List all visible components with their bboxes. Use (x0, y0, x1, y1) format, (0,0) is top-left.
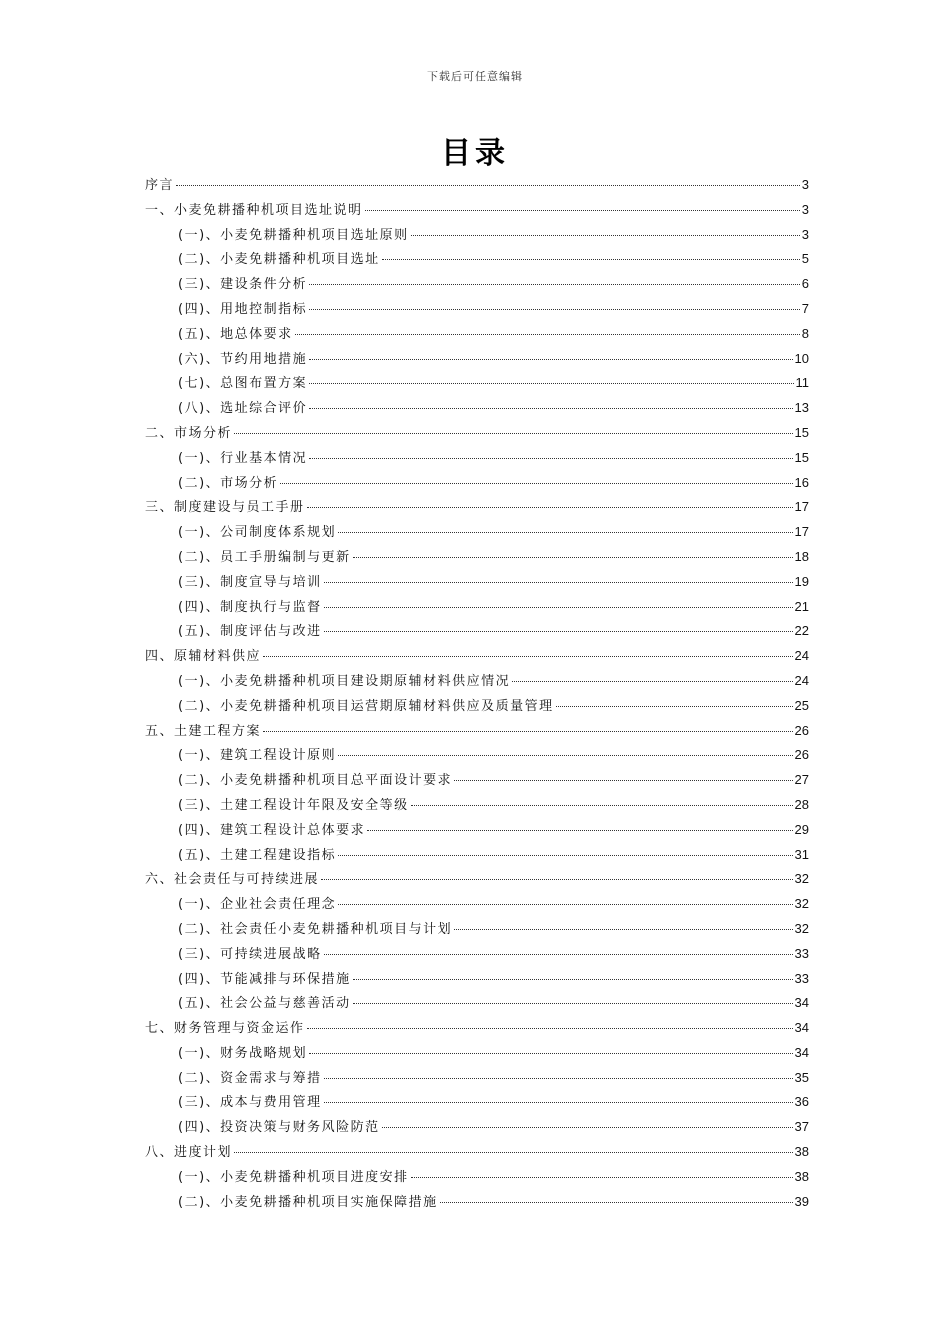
toc-entry-label: 七、财务管理与资金运作 (145, 1021, 305, 1037)
toc-entry-label: (三)、土建工程设计年限及安全等级 (178, 797, 409, 813)
toc-entry-label: (五)、社会公益与慈善活动 (178, 996, 351, 1012)
toc-entry-label: (三)、可持续进展战略 (178, 946, 322, 962)
toc-entry[interactable] (145, 1017, 809, 1042)
toc-subentry[interactable] (145, 571, 809, 596)
toc-subentry[interactable] (145, 1091, 809, 1116)
dot-leader (411, 235, 800, 236)
toc-entry-label: (三)、制度宣导与培训 (178, 574, 322, 590)
toc-subentry[interactable] (145, 893, 809, 918)
toc-subentry[interactable] (145, 1067, 809, 1092)
toc-entry-label: (五)、土建工程建设指标 (178, 847, 337, 863)
dot-leader (338, 904, 792, 905)
toc-page-number: 37 (794, 1119, 809, 1135)
toc-page-number: 24 (794, 648, 809, 664)
toc-page-number: 10 (794, 350, 809, 366)
toc-entry-label: 八、进度计划 (145, 1145, 233, 1161)
toc-page-number: 36 (794, 1094, 809, 1110)
toc-entry-label: (六)、节约用地措施 (178, 351, 308, 367)
dot-leader (309, 284, 800, 285)
toc-page-number: 21 (794, 598, 809, 614)
toc-entry-label: (四)、建筑工程设计总体要求 (178, 822, 366, 838)
toc-entry-label: 二、市场分析 (145, 425, 233, 441)
page-title: 目录 (441, 136, 509, 171)
dot-leader (454, 780, 792, 781)
toc-page-number: 13 (794, 400, 809, 416)
toc-subentry[interactable] (145, 670, 809, 695)
toc-entry[interactable] (145, 868, 809, 893)
toc-page-number: 35 (794, 1069, 809, 1085)
toc-entry-label: (二)、市场分析 (178, 475, 279, 491)
dot-leader (382, 259, 800, 260)
dot-leader (365, 210, 800, 211)
toc-entry[interactable] (145, 645, 809, 670)
toc-page-number: 11 (795, 375, 809, 391)
toc-subentry[interactable] (145, 744, 809, 769)
toc-entry-label: (一)、小麦免耕播种机项目选址原则 (178, 227, 409, 243)
dot-leader (338, 755, 792, 756)
toc-entry-label: (一)、行业基本情况 (178, 450, 308, 466)
dot-leader (440, 1202, 793, 1203)
toc-entry-label: (四)、投资决策与财务风险防范 (178, 1120, 380, 1136)
toc-entry[interactable] (145, 1141, 809, 1166)
dot-leader (307, 1028, 793, 1029)
toc-page-number: 38 (794, 1168, 809, 1184)
toc-entry-label: (二)、员工手册编制与更新 (178, 549, 351, 565)
toc-subentry[interactable] (145, 844, 809, 869)
toc-entry-label: (四)、节能减排与环保措施 (178, 971, 351, 987)
toc-entry-label: 一、小麦免耕播种机项目选址说明 (145, 202, 363, 218)
toc-subentry[interactable] (145, 918, 809, 943)
toc-subentry[interactable] (145, 1042, 809, 1067)
toc-subentry[interactable] (145, 620, 809, 645)
toc-page-number: 31 (794, 846, 809, 862)
toc-subentry[interactable] (145, 472, 809, 497)
toc-page-number: 26 (794, 722, 809, 738)
toc-entry-label: (一)、公司制度体系规划 (178, 525, 337, 541)
toc-page-number: 3 (801, 177, 809, 192)
toc-page-number: 7 (801, 300, 809, 316)
dot-leader (295, 334, 800, 335)
dot-leader (234, 1152, 793, 1153)
dot-leader (338, 855, 792, 856)
toc-entry-label: (二)、小麦免耕播种机项目选址 (178, 252, 380, 268)
toc-page-number: 22 (794, 623, 809, 639)
toc-entry-label: (七)、总图布置方案 (178, 376, 308, 392)
dot-leader (309, 1053, 792, 1054)
toc-entry-label: (一)、财务战略规划 (178, 1045, 308, 1061)
dot-leader (263, 656, 793, 657)
toc-subentry[interactable] (145, 819, 809, 844)
dot-leader (176, 185, 800, 186)
dot-leader (353, 979, 793, 980)
toc-page-number: 3 (801, 201, 809, 217)
toc-entry[interactable] (145, 496, 809, 521)
toc-subentry[interactable] (145, 348, 809, 373)
toc-subentry[interactable] (145, 224, 809, 249)
toc-page-number: 34 (794, 995, 809, 1011)
header-note: 下载后可任意编辑 (427, 70, 523, 83)
dot-leader (309, 383, 793, 384)
toc-entry-label: 序言 (145, 178, 175, 193)
toc-page-number: 25 (794, 697, 809, 713)
dot-leader (234, 433, 793, 434)
toc-entry[interactable] (145, 422, 809, 447)
toc-page-number: 15 (794, 449, 809, 465)
toc-subentry[interactable] (145, 447, 809, 472)
dot-leader (321, 879, 793, 880)
dot-leader (512, 681, 792, 682)
dot-leader (324, 607, 793, 608)
toc-page-number: 27 (794, 772, 809, 788)
toc-subentry[interactable] (145, 769, 809, 794)
toc-page-number: 33 (794, 970, 809, 986)
dot-leader (411, 1177, 793, 1178)
toc-page-number: 33 (794, 945, 809, 961)
toc-page-number: 19 (794, 573, 809, 589)
toc-entry[interactable] (145, 174, 809, 199)
dot-leader (556, 706, 793, 707)
toc-entry-label: (二)、社会责任小麦免耕播种机项目与计划 (178, 921, 453, 937)
dot-leader (454, 929, 792, 930)
toc-entry-label: 四、原辅材料供应 (145, 649, 262, 665)
dot-leader (263, 731, 793, 732)
dot-leader (280, 483, 792, 484)
toc-entry-label: (二)、小麦免耕播种机项目运营期原辅材料供应及质量管理 (178, 698, 554, 714)
toc-entry[interactable] (145, 199, 809, 224)
toc-page-number: 39 (794, 1193, 809, 1209)
toc-subentry[interactable] (145, 943, 809, 968)
toc-page-number: 32 (794, 871, 809, 887)
toc-entry-label: (一)、小麦免耕播种机项目进度安排 (178, 1169, 409, 1185)
dot-leader (382, 1127, 793, 1128)
toc-page-number: 34 (794, 1020, 809, 1036)
toc-entry-label: (三)、成本与费用管理 (178, 1095, 322, 1111)
toc-page-number: 32 (794, 896, 809, 912)
toc-entry-label: (二)、资金需求与筹措 (178, 1070, 322, 1086)
toc-subentry[interactable] (145, 298, 809, 323)
table-of-contents (145, 174, 809, 1215)
toc-entry-label: (二)、小麦免耕播种机项目总平面设计要求 (178, 773, 453, 789)
dot-leader (324, 582, 793, 583)
toc-entry-label: 五、土建工程方案 (145, 723, 262, 739)
toc-subentry[interactable] (145, 397, 809, 422)
toc-entry-label: (一)、小麦免耕播种机项目建设期原辅材料供应情况 (178, 673, 511, 689)
toc-subentry[interactable] (145, 794, 809, 819)
toc-subentry[interactable] (145, 372, 809, 397)
dot-leader (324, 954, 793, 955)
toc-page-number: 15 (794, 424, 809, 440)
toc-subentry[interactable] (145, 546, 809, 571)
dot-leader (367, 830, 792, 831)
toc-page-number: 17 (794, 524, 809, 540)
dot-leader (309, 359, 792, 360)
toc-entry-label: (四)、制度执行与监督 (178, 599, 322, 615)
toc-subentry[interactable] (145, 1116, 809, 1141)
toc-entry-label: (一)、企业社会责任理念 (178, 897, 337, 913)
toc-page-number: 24 (794, 672, 809, 688)
toc-page-number: 32 (794, 920, 809, 936)
toc-entry[interactable] (145, 720, 809, 745)
dot-leader (307, 507, 793, 508)
toc-subentry[interactable] (145, 248, 809, 273)
toc-entry-label: (五)、制度评估与改进 (178, 624, 322, 640)
dot-leader (353, 1003, 793, 1004)
dot-leader (309, 408, 792, 409)
dot-leader (309, 458, 792, 459)
dot-leader (309, 309, 800, 310)
toc-page-number: 18 (794, 548, 809, 564)
toc-entry-label: (四)、用地控制指标 (178, 301, 308, 317)
toc-entry-label: (五)、地总体要求 (178, 326, 293, 342)
dot-leader (324, 1078, 793, 1079)
toc-page-number: 38 (794, 1144, 809, 1160)
dot-leader (338, 532, 792, 533)
toc-subentry[interactable] (145, 968, 809, 993)
toc-page-number: 8 (801, 325, 809, 341)
toc-page-number: 6 (801, 276, 809, 292)
toc-entry-label: 六、社会责任与可持续进展 (145, 872, 320, 888)
toc-entry-label: (二)、小麦免耕播种机项目实施保障措施 (178, 1194, 438, 1210)
toc-subentry[interactable] (145, 992, 809, 1017)
toc-subentry[interactable] (145, 596, 809, 621)
toc-subentry[interactable] (145, 695, 809, 720)
toc-page-number: 28 (794, 796, 809, 812)
dot-leader (324, 1102, 793, 1103)
toc-subentry[interactable] (145, 323, 809, 348)
toc-subentry[interactable] (145, 1191, 809, 1216)
toc-entry-label: (八)、选址综合评价 (178, 401, 308, 417)
toc-page-number: 5 (801, 251, 809, 267)
toc-subentry[interactable] (145, 1166, 809, 1191)
toc-page-number: 34 (794, 1044, 809, 1060)
toc-page-number: 29 (794, 821, 809, 837)
toc-entry-label: (三)、建设条件分析 (178, 277, 308, 293)
dot-leader (353, 557, 793, 558)
toc-page-number: 16 (794, 474, 809, 490)
toc-entry-label: (一)、建筑工程设计原则 (178, 748, 337, 764)
toc-page-number: 17 (794, 499, 809, 515)
toc-page-number: 26 (794, 747, 809, 763)
toc-subentry[interactable] (145, 521, 809, 546)
toc-page-number: 3 (801, 226, 809, 242)
toc-subentry[interactable] (145, 273, 809, 298)
dot-leader (411, 805, 793, 806)
toc-entry-label: 三、制度建设与员工手册 (145, 500, 305, 516)
dot-leader (324, 631, 793, 632)
